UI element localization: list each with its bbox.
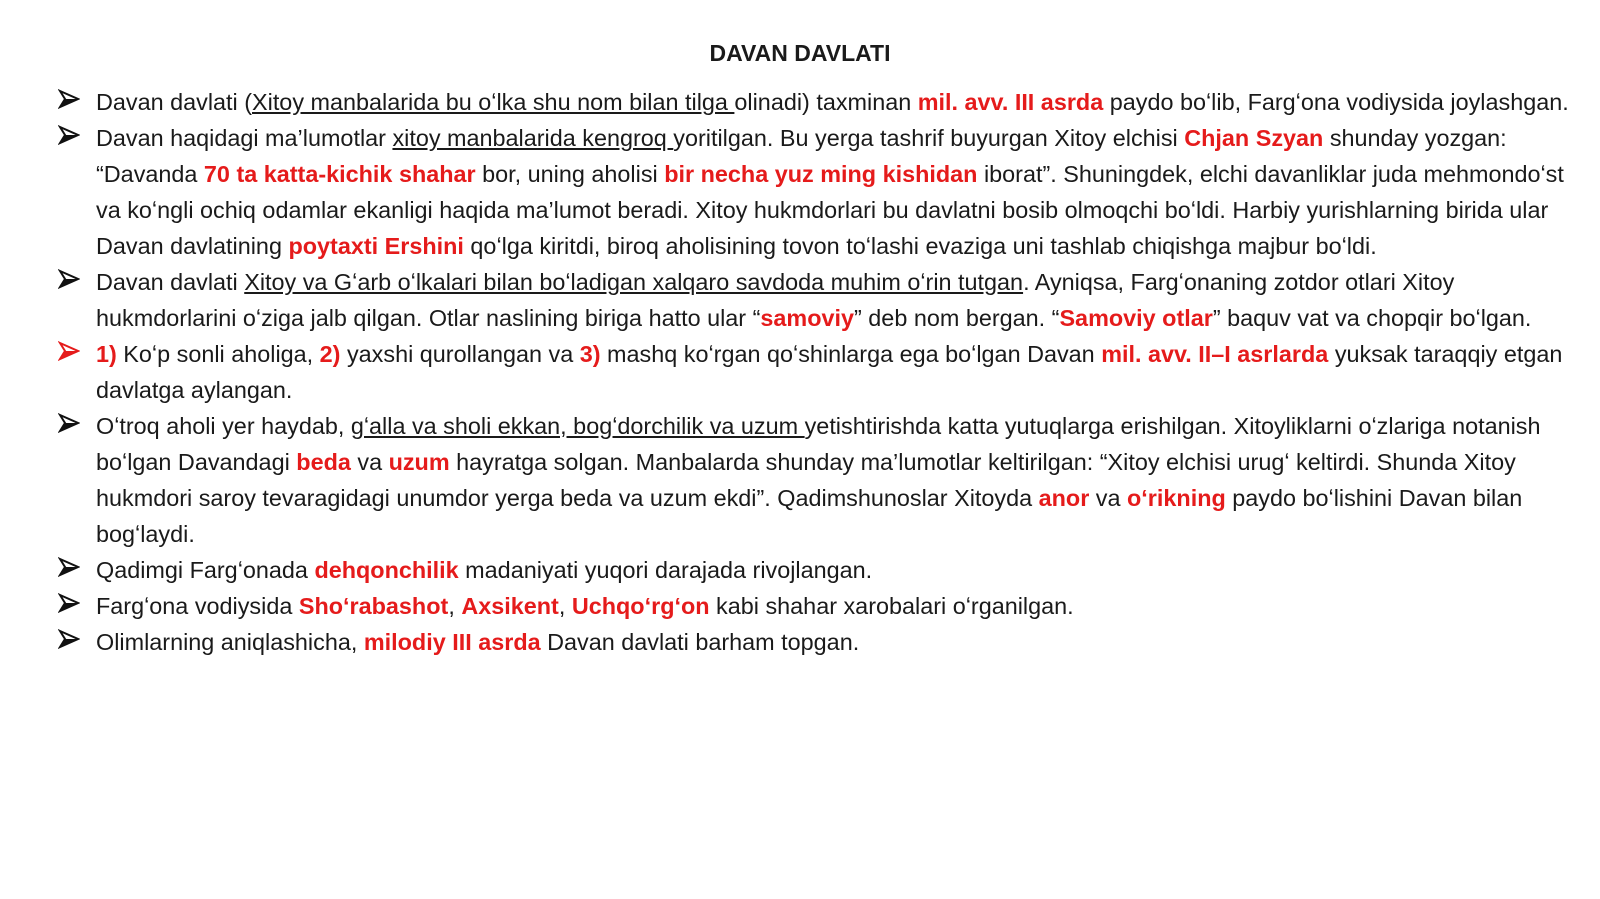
body-text: paydo boʻlib, Fargʻona vodiysida joylashgan.	[1103, 89, 1569, 115]
bullet-list	[58, 84, 1578, 660]
body-text: Koʻp sonli aholiga,	[116, 341, 320, 367]
body-text: Davan davlati	[96, 269, 245, 295]
body-text: qoʻlga kiritdi, biroq aholisining tovon toʻlashi evaziga uni tashlab chiqishga majbur boʻldi.	[463, 233, 1377, 259]
body-text: yaxshi qurollangan va	[340, 341, 580, 367]
body-text: Oʻtroq aholi yer haydab,	[96, 413, 351, 439]
highlight-text: dehqonchilik	[314, 557, 459, 583]
arrow-bullet-icon	[58, 413, 80, 435]
highlight-text: milodiy III asrda	[363, 629, 541, 655]
highlight-text: bir necha yuz ming kishidan	[664, 161, 978, 187]
body-text: va	[350, 449, 389, 475]
highlight-text: Samoviy otlar	[1059, 305, 1213, 331]
body-text: Davan haqidagi ma’lumotlar	[96, 125, 393, 151]
highlight-text: 3)	[579, 341, 601, 367]
highlight-text: beda	[296, 449, 351, 475]
highlight-text: uzum	[388, 449, 450, 475]
arrow-bullet-icon	[58, 125, 80, 147]
bullet-item	[58, 408, 1578, 552]
highlight-text: mil. avv. III asrda	[917, 89, 1104, 115]
highlight-text: Chjan Szyan	[1184, 125, 1324, 151]
body-text: ” deb nom bergan. “	[854, 305, 1060, 331]
bullet-item	[58, 120, 1578, 264]
body-text: Qadimgi Fargʻonada	[96, 557, 315, 583]
body-text: ,	[558, 593, 572, 619]
underlined-text: Xitoy manbalarida bu oʻlka shu nom bilan tilga	[252, 89, 735, 115]
highlight-text: mil. avv. II–I asrlarda	[1101, 341, 1329, 367]
bullet-item	[58, 588, 1578, 624]
underlined-text: gʻalla va sholi ekkan, bogʻdorchilik va uzum	[350, 413, 805, 439]
arrow-bullet-icon	[58, 629, 80, 651]
highlight-text: 1)	[96, 341, 117, 367]
body-text: Davan davlati (	[96, 89, 253, 115]
body-text: kabi shahar xarobalari oʻrganilgan.	[709, 593, 1074, 619]
highlight-text: 2)	[319, 341, 341, 367]
slide-title-text: DAVAN DAVLATI	[709, 40, 891, 66]
body-text: madaniyati yuqori darajada rivojlangan.	[458, 557, 873, 583]
body-text: iborat”. Shuningdek, elchi davanliklar juda mehmondoʻst va koʻngli ochiq odamlar ekanligi haqida ma’lumot beradi. Xitoy hukmdorlari bu davlatni bosib olmoqchi boʻldi. Harbiy yurishlarning birida ular Davan davlatining	[96, 161, 1564, 259]
highlight-text: samoviy	[760, 305, 855, 331]
arrow-bullet-icon	[58, 89, 80, 111]
bullet-item	[58, 264, 1578, 336]
body-text: olinadi) taxminan	[734, 89, 918, 115]
arrow-bullet-icon	[58, 593, 80, 615]
underlined-text: xitoy manbalarida kengroq	[392, 125, 674, 151]
arrow-bullet-icon	[58, 341, 80, 363]
body-text: ,	[448, 593, 462, 619]
body-text: shunday yozgan: “Davanda	[96, 125, 1507, 187]
underlined-text: Xitoy va Gʻarb oʻlkalari bilan boʻladigan xalqaro savdoda muhim oʻrin tutgan	[244, 269, 1024, 295]
body-text: Fargʻona vodiysida	[96, 593, 299, 619]
body-text: yoritilgan. Bu yerga tashrif buyurgan Xitoy elchisi	[673, 125, 1185, 151]
body-text: yetishtirishda katta yutuqlarga erishilgan. Xitoyliklarni oʻzlariga notanish boʻlgan Davandagi	[96, 413, 1541, 475]
highlight-text: Axsikent	[461, 593, 559, 619]
body-text: mashq koʻrgan qoʻshinlarga ega boʻlgan Davan	[600, 341, 1102, 367]
bullet-item	[58, 84, 1578, 120]
body-text: yuksak taraqqiy etgan davlatga aylangan.	[96, 341, 1563, 403]
arrow-bullet-icon	[58, 269, 80, 291]
body-text: bor, uning aholisi	[475, 161, 665, 187]
highlight-text: 70 ta katta-kichik shahar	[203, 161, 476, 187]
bullet-item	[58, 336, 1578, 408]
slide-title	[0, 40, 1600, 67]
highlight-text: Shoʻrabashot	[298, 593, 449, 619]
bullet-item	[58, 624, 1578, 660]
highlight-text: oʻrikning	[1127, 485, 1226, 511]
bullet-item	[58, 552, 1578, 588]
body-text: Olimlarning aniqlashicha,	[96, 629, 364, 655]
body-text: paydo boʻlishini Davan bilan bogʻlaydi.	[96, 485, 1523, 547]
arrow-bullet-icon	[58, 557, 80, 579]
body-text: va	[1089, 485, 1128, 511]
highlight-text: poytaxti Ershini	[288, 233, 464, 259]
body-text: . Ayniqsa, Fargʻonaning zotdor otlari Xitoy hukmdorlarini oʻziga jalb qilgan. Otlar naslining biriga hatto ular “	[96, 269, 1455, 331]
highlight-text: Uchqoʻrgʻon	[571, 593, 710, 619]
body-text: hayratga solgan. Manbalarda shunday ma’lumotlar keltirilgan: “Xitoy elchisi urugʻ keltirdi. Shunda Xitoy hukmdori saroy tevaragidagi unumdor yerga beda va uzum ekdi”. Qadimshunoslar Xitoyda	[96, 449, 1516, 511]
body-text: Davan davlati barham topgan.	[540, 629, 860, 655]
body-text: ” baquv vat va chopqir boʻlgan.	[1212, 305, 1532, 331]
highlight-text: anor	[1038, 485, 1090, 511]
